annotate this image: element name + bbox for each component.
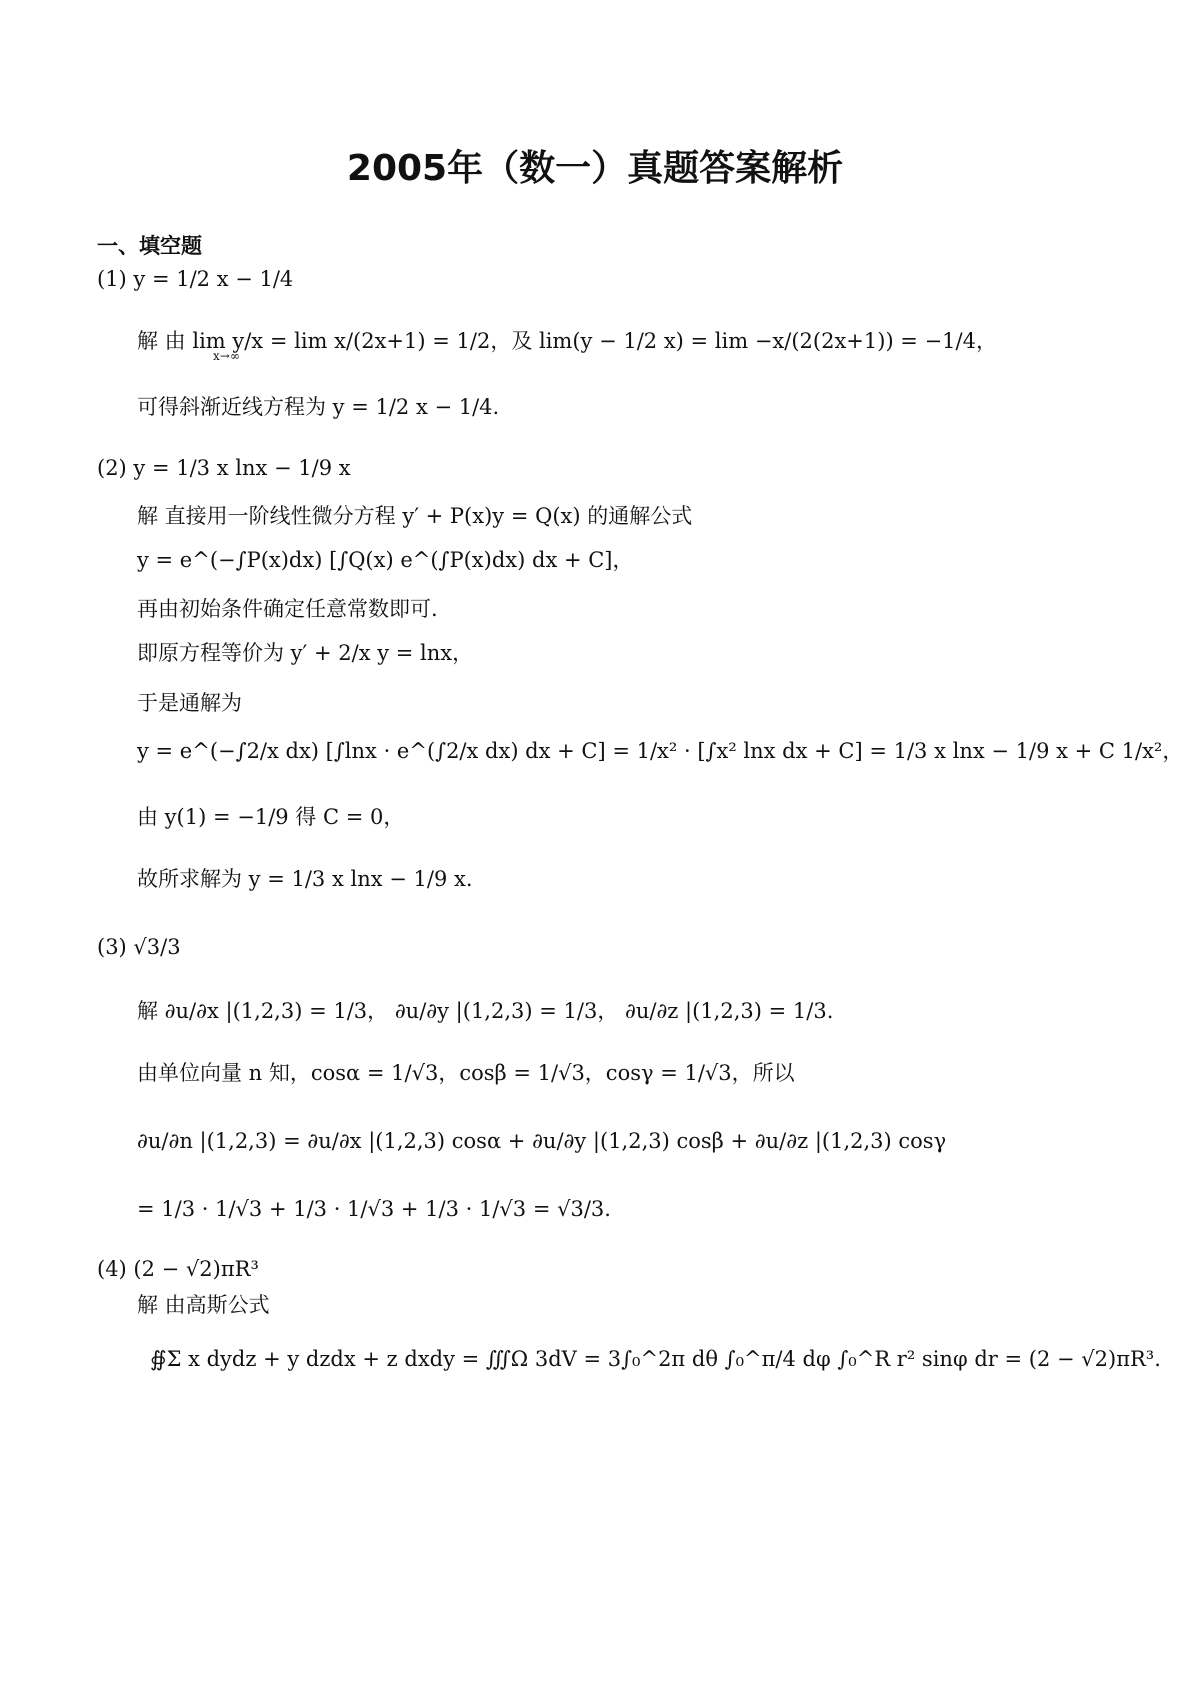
- initial-condition: 由 y(1) = −1/9 得 C = 0，: [137, 804, 405, 829]
- directional-result: = 1/3 · 1/√3 + 1/3 · 1/√3 + 1/3 · 1/√3 = √3/3.: [137, 1196, 611, 1221]
- partial-derivatives: 解 ∂u/∂x |(1,2,3) = 1/3， ∂u/∂y |(1,2,3) = 1/3， ∂u/∂z |(1,2,3) = 1/3.: [137, 998, 834, 1023]
- problem-1-answer: (1) y = 1/2 x − 1/4: [97, 266, 294, 291]
- directional-derivative: ∂u/∂n |(1,2,3) = ∂u/∂x |(1,2,3) cosα + ∂u/∂y |(1,2,3) cosβ + ∂u/∂z |(1,2,3) cosγ: [137, 1128, 947, 1153]
- problem-2-answer: (2) y = 1/3 x lnx − 1/9 x: [97, 455, 351, 480]
- problem-1-solution: 解 由 lim y/x = lim x/(2x+1) = 1/2，及 lim(y − 1/2 x) = lim −x/(2(2x+1)) = −1/4，: [137, 328, 997, 353]
- problem-2-final: 故所求解为 y = 1/3 x lnx − 1/9 x.: [137, 866, 473, 891]
- section-heading: 一、填空题: [97, 234, 202, 258]
- problem-2-note: 再由初始条件确定任意常数即可.: [137, 596, 438, 621]
- general-solution: y = e^(−∫2/x dx) [∫lnx · e^(∫2/x dx) dx + C] = 1/x² · [∫x² lnx dx + C] = 1/3 x lnx − 1/9 x + C 1/x²，: [137, 738, 1184, 763]
- limit-subscript: x→∞: [213, 349, 240, 363]
- equivalent-equation: 即原方程等价为 y′ + 2/x y = lnx，: [137, 640, 474, 665]
- direction-cosines: 由单位向量 n 知，cosα = 1/√3，cosβ = 1/√3，cosγ = 1/√3，所以: [137, 1060, 795, 1085]
- problem-3-answer: (3) √3/3: [97, 934, 181, 959]
- problem-4-answer: (4) (2 − √2)πR³: [97, 1256, 259, 1281]
- general-solution-label: 于是通解为: [137, 690, 242, 715]
- problem-4-intro: 解 由高斯公式: [137, 1292, 270, 1317]
- general-formula: y = e^(−∫P(x)dx) [∫Q(x) e^(∫P(x)dx) dx + C]，: [137, 547, 634, 572]
- problem-1-conclusion: 可得斜渐近线方程为 y = 1/2 x − 1/4.: [137, 394, 500, 419]
- problem-2-intro: 解 直接用一阶线性微分方程 y′ + P(x)y = Q(x) 的通解公式: [137, 503, 693, 528]
- page-title: 2005年（数一）真题答案解析: [346, 148, 844, 189]
- gauss-formula: ∯Σ x dydz + y dzdx + z dxdy = ∭Ω 3dV = 3∫₀^2π dθ ∫₀^π/4 dφ ∫₀^R r² sinφ dr = (2 − √2)πR³.: [150, 1346, 1161, 1371]
